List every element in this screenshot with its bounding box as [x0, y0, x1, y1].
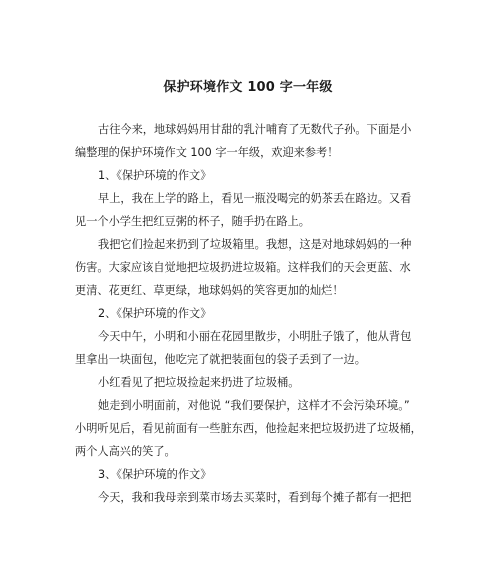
- text-line: 她走到小明面前，对他说 “我们要保护，这样才不会污染环境。”: [98, 399, 410, 412]
- text-line: 1、《保护环境的作文》: [98, 169, 212, 182]
- text-line: 编整理的保护环境作文 100 字一年级，欢迎来参考！: [75, 146, 339, 159]
- paragraph: [75, 325, 425, 371]
- section-heading-1: [75, 164, 425, 187]
- paragraph: [75, 187, 425, 233]
- text-line: 我把它们捡起来扔到了垃圾箱里。我想，这是对地球妈妈的一种: [98, 238, 412, 251]
- section-heading-2: [75, 302, 425, 325]
- text-line: 两个人高兴的笑了。: [75, 445, 176, 458]
- text-line: 3、《保护环境的作文》: [98, 468, 212, 481]
- paragraph: [75, 233, 425, 302]
- document-title: 保护环境作文 100 字一年级: [163, 80, 333, 95]
- text-line: 伤害。大家应该自觉地把垃圾扔进垃圾箱。这样我们的天会更蓝、水: [75, 261, 411, 274]
- text-line: 古往今来，地球妈妈用甘甜的乳汁哺育了无数代子孙。下面是小: [98, 123, 412, 136]
- paragraph: [75, 371, 425, 394]
- text-line: 2、《保护环境的作文》: [98, 307, 212, 320]
- text-line: 里拿出一块面包，他吃完了就把装面包的袋子丢到了一边。: [75, 353, 366, 366]
- document-body: [75, 118, 425, 509]
- text-line: 早上，我在上学的路上，看见一瓶没喝完的奶茶丢在路边。又看: [98, 192, 412, 205]
- text-line: 见一个小学生把红豆粥的杯子，随手扔在路上。: [75, 215, 310, 228]
- text-line: 今天中午，小明和小丽在花园里散步，小明肚子饿了，他从背包: [98, 330, 412, 343]
- text-line: 更清、花更红、草更绿，地球妈妈的笑容更加的灿烂！: [75, 284, 344, 297]
- text-line: 小明听见后，看见前面有一些脏东西，他捡起来把垃圾扔进了垃圾桶，: [75, 422, 422, 435]
- paragraph: [75, 486, 425, 509]
- section-heading-3: [75, 463, 425, 486]
- paragraph-intro: [75, 118, 425, 164]
- text-line: 小红看见了把垃圾捡起来扔进了垃圾桶。: [98, 376, 300, 389]
- text-line: 今天，我和我母亲到菜市场去买菜时，看到每个摊子都有一把把: [98, 491, 412, 504]
- paragraph: [75, 394, 425, 463]
